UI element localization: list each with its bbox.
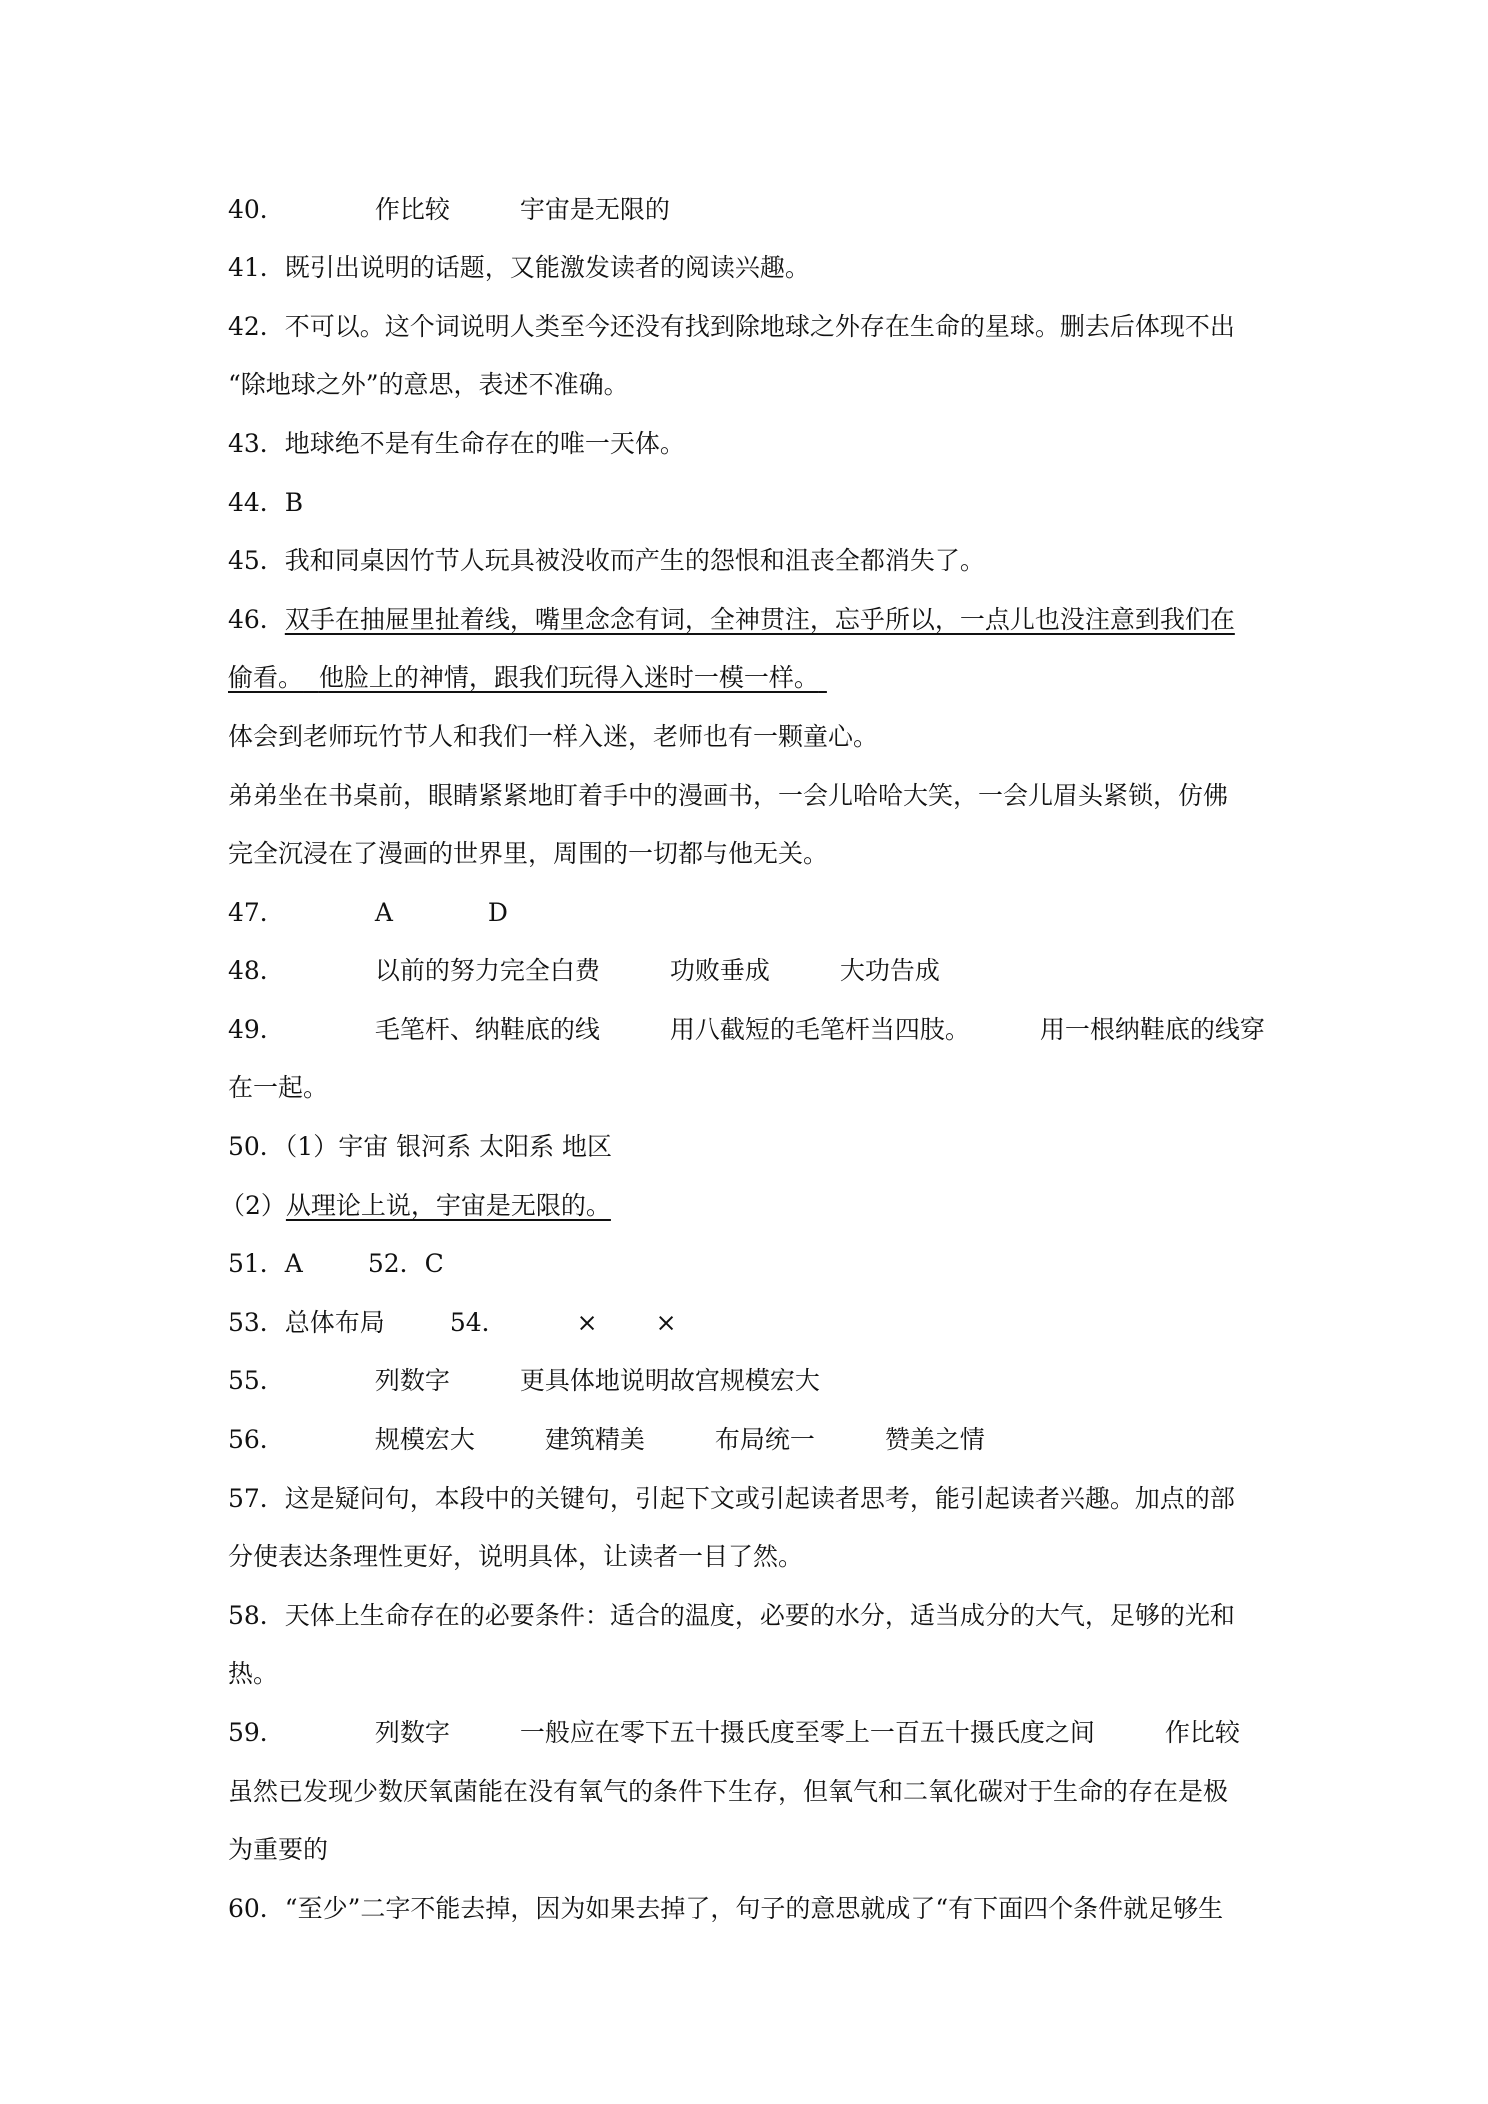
answer-50-line1: 50．（1）宇宙 银河系 太阳系 地区 <box>228 1132 613 1161</box>
underlined-text: 双手在抽屉里扯着线，嘴里念念有词，全神贯注，忘乎所以，一点儿也没注意到我们在 <box>284 605 1235 634</box>
answer-46-line5: 完全沉浸在了漫画的世界里，周围的一切都与他无关。 <box>228 839 829 868</box>
answer-59-line1: 59． 列数字 一般应在零下五十摄氏度至零上一百五十摄氏度之间 作比较 <box>228 1718 1240 1747</box>
answer-50-line2: （2）从理论上说，宇宙是无限的。 <box>220 1191 611 1220</box>
underlined-text: 从理论上说，宇宙是无限的。 <box>285 1191 611 1220</box>
answer-47: 47． A D <box>228 898 508 927</box>
answer-59-line2: 虽然已发现少数厌氧菌能在没有氧气的条件下生存，但氧气和二氧化碳对于生命的存在是极 <box>228 1777 1229 1806</box>
answer-58-line2: 热。 <box>228 1659 279 1688</box>
answer-57-line2: 分使表达条理性更好，说明具体，让读者一目了然。 <box>228 1542 804 1571</box>
answer-56: 56． 规模宏大 建筑精美 布局统一 赞美之情 <box>228 1425 985 1454</box>
answer-44: 44．B <box>228 488 304 517</box>
answer-40: 40． 作比较 宇宙是无限的 <box>228 195 670 224</box>
answer-58-line1: 58．天体上生命存在的必要条件：适合的温度，必要的水分，适当成分的大气，足够的光和 <box>228 1601 1235 1630</box>
answer-53-54: 53．总体布局 54． × × <box>228 1308 677 1337</box>
answer-45: 45．我和同桌因竹节人玩具被没收而产生的怨恨和沮丧全都消失了。 <box>228 546 985 575</box>
answer-60: 60．“至少”二字不能去掉，因为如果去掉了，句子的意思就成了“有下面四个条件就足够生 <box>228 1894 1224 1923</box>
answer-42-line2: “除地球之外”的意思，表述不准确。 <box>228 370 629 399</box>
answer-46-line3: 体会到老师玩竹节人和我们一样入迷，老师也有一颗童心。 <box>228 722 879 751</box>
answer-57-line1: 57．这是疑问句，本段中的关键句，引起下文或引起读者思考，能引起读者兴趣。加点的部 <box>228 1484 1235 1513</box>
answer-48: 48． 以前的努力完全白费 功败垂成 大功告成 <box>228 956 940 985</box>
answer-46-line4: 弟弟坐在书桌前，眼睛紧紧地盯着手中的漫画书，一会儿哈哈大笑，一会儿眉头紧锁，仿佛 <box>228 781 1229 810</box>
answer-46-line2 <box>228 661 1268 695</box>
answer-41: 41．既引出说明的话题，又能激发读者的阅读兴趣。 <box>228 253 810 282</box>
answer-42-line1: 42．不可以。这个词说明人类至今还没有找到除地球之外存在生命的星球。删去后体现不出 <box>228 312 1235 341</box>
answer-49-line1: 49． 毛笔杆、纳鞋底的线 用八截短的毛笔杆当四肢。 用一根纳鞋底的线穿 <box>228 1015 1265 1044</box>
answer-59-line3: 为重要的 <box>228 1835 329 1864</box>
underlined-text: 他脸上的神情，跟我们玩得入迷时一模一样。 <box>318 663 819 692</box>
answer-43: 43．地球绝不是有生命存在的唯一天体。 <box>228 429 685 458</box>
answer-55: 55． 列数字 更具体地说明故宫规模宏大 <box>228 1366 820 1395</box>
answer-49-line2: 在一起。 <box>228 1073 329 1102</box>
answer-51-52: 51．A 52．C <box>228 1249 444 1278</box>
underlined-text: 偷看。 <box>228 663 304 692</box>
answer-46-line1: 46．双手在抽屉里扯着线，嘴里念念有词，全神贯注，忘乎所以，一点儿也没注意到我们在 <box>228 605 1235 634</box>
